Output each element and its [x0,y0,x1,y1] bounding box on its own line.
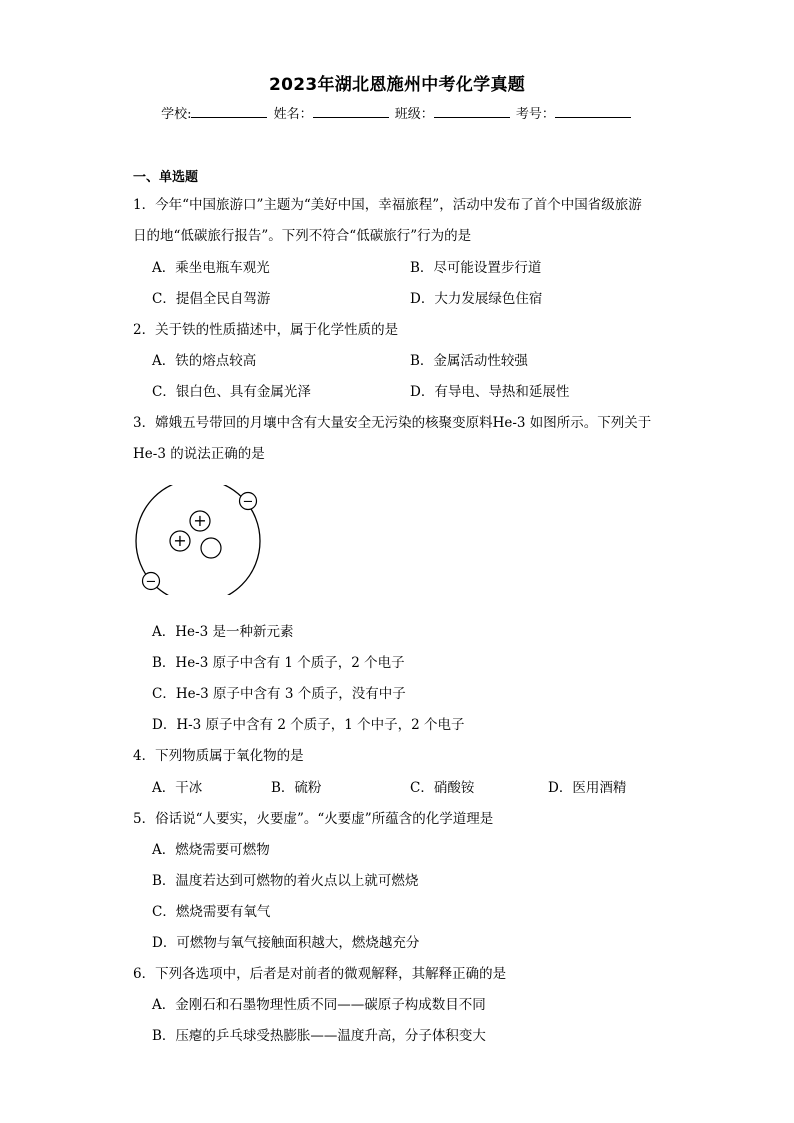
school-label: 学校: [161,107,192,122]
name-blank[interactable] [313,105,389,118]
question-2-option-d: D．有导电、导热和延展性 [410,384,570,400]
question-1-option-d: D．大力发展绿色住宿 [410,291,543,307]
question-3-option-a: A．He-3 是一种新元素 [152,624,294,640]
electron-particle [143,573,160,590]
number-blank[interactable] [555,105,631,118]
question-2-option-a: A．铁的熔点较高 [152,353,257,369]
question-4-option-d: D．医用酒精 [548,780,627,796]
question-1-option-c: C．提倡全民自驾游 [152,291,271,307]
question-1-line-1: 1．今年“中国旅游口”主题为“美好中国，幸福旅程”，活动中发布了首个中国省级旅游 [133,197,642,213]
electron-sign: − [145,574,157,590]
proton-particle [190,511,210,531]
school-blank[interactable] [191,105,267,118]
question-4-option-b: B．硫粉 [271,780,322,796]
section-heading: 一、单选题 [133,170,199,185]
question-2-option-b: B．金属活动性较强 [410,353,528,369]
proton-sign: + [173,531,187,550]
question-1-option-a: A．乘坐电瓶车观光 [152,260,270,276]
exam-title: 2023年湖北恩施州中考化学真题 [268,75,526,95]
question-3-option-b: B．He-3 原子中含有 1 个质子，2 个电子 [152,655,405,671]
question-5-option-a: A．燃烧需要可燃物 [152,842,270,858]
neutron-particle [201,538,221,558]
question-4-option-c: C．硝酸铵 [410,780,475,796]
question-1-line-2: 日的地“低碳旅行报告”。下列不符合“低碳旅行”行为的是 [133,228,472,244]
question-6-line-1: 6．下列各选项中，后者是对前者的微观解释，其解释正确的是 [133,966,507,982]
he3-atom-diagram [130,485,270,595]
question-5-option-b: B．温度若达到可燃物的着火点以上就可燃烧 [152,873,419,889]
electron-sign: − [242,494,254,510]
number-label: 考号： [515,107,555,122]
question-3-line-2: He-3 的说法正确的是 [133,446,265,462]
question-5-line-1: 5．俗话说“人要实，火要虚”。“火要虚”所蕴含的化学道理是 [133,811,494,827]
question-2-line-1: 2．关于铁的性质描述中，属于化学性质的是 [133,322,399,338]
question-1-option-b: B．尽可能设置步行道 [410,260,542,276]
electron-particle [240,493,257,510]
question-2-option-c: C．银白色、具有金属光泽 [152,384,311,400]
proton-sign: + [193,511,207,530]
class-label: 班级： [394,107,434,122]
question-6-option-a: A．金刚石和石墨物理性质不同——碳原子构成数目不同 [152,997,486,1013]
student-info-row [0,103,794,122]
name-label: 姓名： [273,107,313,122]
class-blank[interactable] [434,105,510,118]
question-3-option-c: C．He-3 原子中含有 3 个质子，没有中子 [152,686,406,702]
question-6-option-b: B．压瘪的乒乓球受热膨胀——温度升高，分子体积变大 [152,1028,486,1044]
question-4-line-1: 4．下列物质属于氧化物的是 [133,748,304,764]
proton-particle [170,531,190,551]
question-4-option-a: A．干冰 [152,780,203,796]
question-5-option-d: D．可燃物与氧气接触面积越大，燃烧越充分 [152,935,420,951]
question-5-option-c: C．燃烧需要有氧气 [152,904,271,920]
question-3-line-1: 3．嫦娥五号带回的月壤中含有大量安全无污染的核聚变原料He-3 如图所示。下列关于 [133,415,652,431]
question-3-option-d: D．H-3 原子中含有 2 个质子，1 个中子，2 个电子 [152,717,465,733]
